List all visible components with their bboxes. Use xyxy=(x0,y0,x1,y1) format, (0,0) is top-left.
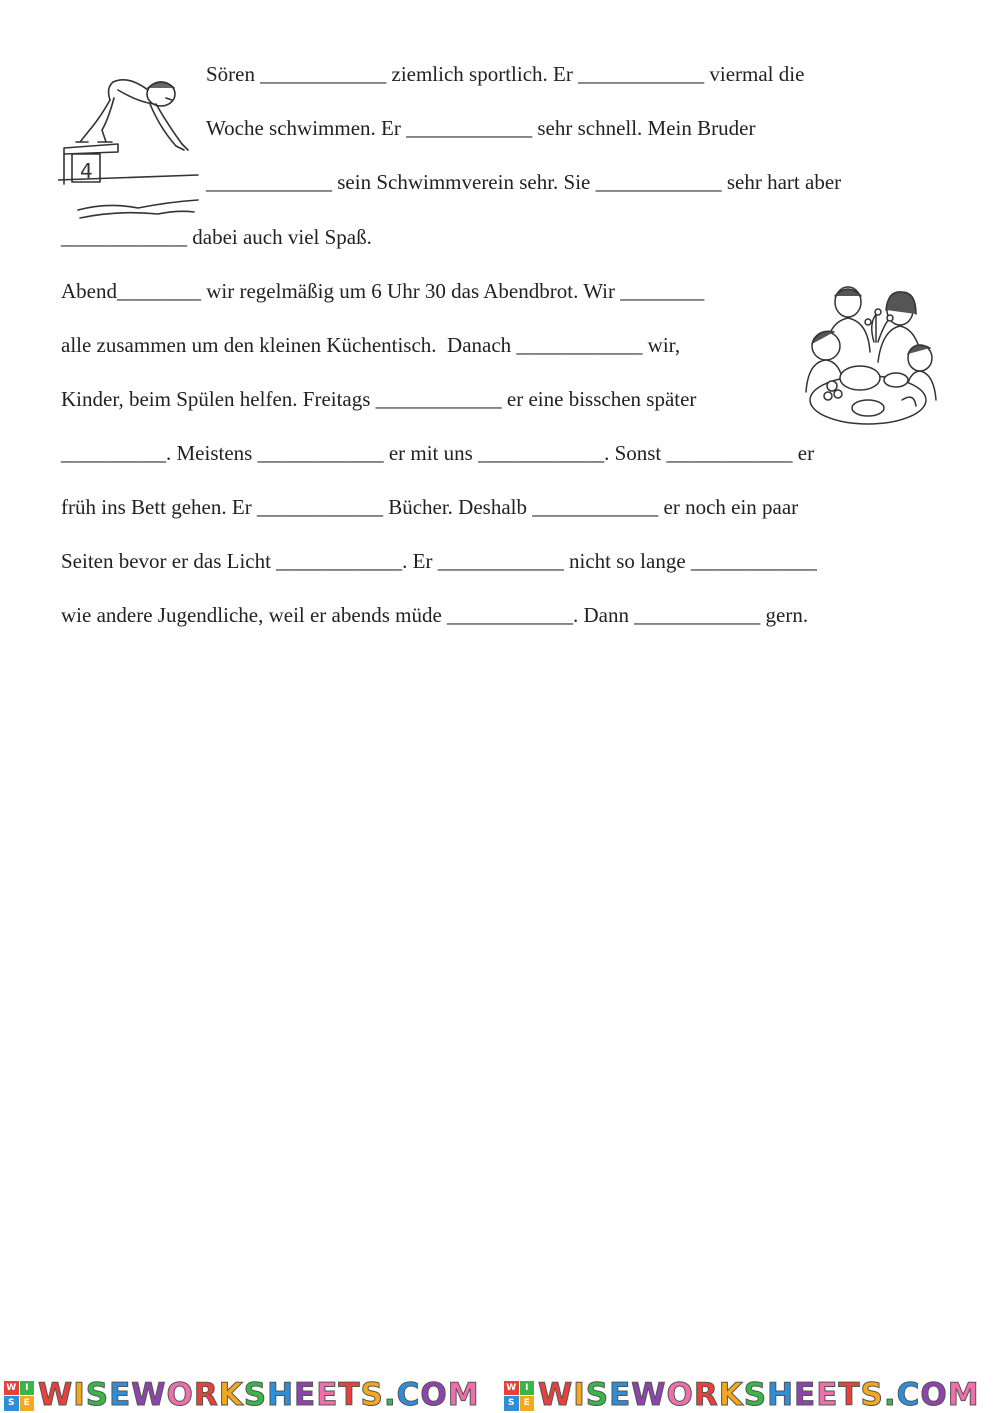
text-line: alle zusammen um den kleinen Küchentisch. Danach ____________ wir, xyxy=(61,333,681,357)
brand-letter: K xyxy=(718,1377,744,1413)
brand-letter: S xyxy=(360,1377,384,1413)
brand-letter: W xyxy=(38,1377,74,1413)
text-line: ____________ sein Schwimmverein sehr. Sie ____________ sehr hart aber xyxy=(206,170,842,194)
brand-letter: . xyxy=(383,1377,397,1413)
brand-letter: I xyxy=(73,1377,86,1413)
brand-letter: I xyxy=(573,1377,586,1413)
brand-text xyxy=(38,1378,480,1413)
brand-letter: R xyxy=(193,1377,219,1413)
brand-letter: W xyxy=(631,1377,667,1413)
logo-letter: W xyxy=(4,1381,19,1396)
brand-letter: W xyxy=(538,1377,574,1413)
logo-icon xyxy=(4,1381,34,1411)
brand-letter: C xyxy=(396,1377,421,1413)
brand-letter: O xyxy=(666,1377,694,1413)
brand-letter: C xyxy=(896,1377,921,1413)
brand-letter: E xyxy=(294,1377,317,1413)
brand-left xyxy=(4,1378,480,1413)
logo-icon xyxy=(504,1381,534,1411)
brand-letter: H xyxy=(267,1377,295,1413)
brand-letter: O xyxy=(420,1377,448,1413)
brand-letter: S xyxy=(860,1377,884,1413)
brand-letter: E xyxy=(109,1377,132,1413)
brand-letter: E xyxy=(609,1377,632,1413)
brand-letter: K xyxy=(218,1377,244,1413)
text-line: wie andere Jugendliche, weil er abends müde ____________. Dann ____________ gern. xyxy=(61,603,809,627)
brand-letter: S xyxy=(743,1377,768,1413)
brand-letter: T xyxy=(338,1377,361,1413)
brand-text xyxy=(538,1378,980,1413)
footer-watermark xyxy=(0,1378,1000,1413)
logo-letter: E xyxy=(20,1396,35,1411)
swimmer-illustration xyxy=(58,70,200,222)
brand-letter: M xyxy=(447,1377,480,1413)
text-line: Sören ____________ ziemlich sportlich. Er ____________ viermal die xyxy=(206,62,805,86)
text-line: früh ins Bett gehen. Er ____________ Bücher. Deshalb ____________ er noch ein paar xyxy=(61,495,799,519)
brand-letter: R xyxy=(693,1377,719,1413)
logo-letter: I xyxy=(20,1381,35,1396)
brand-letter: T xyxy=(838,1377,861,1413)
brand-letter: S xyxy=(243,1377,268,1413)
text-line: Kinder, beim Spülen helfen. Freitags ____________ er eine bisschen später xyxy=(61,387,697,411)
brand-right xyxy=(504,1378,980,1413)
logo-letter: W xyxy=(504,1381,519,1396)
text-line: Abend________ wir regelmäßig um 6 Uhr 30 das Abendbrot. Wir ________ xyxy=(61,279,705,303)
text-line: ____________ dabei auch viel Spaß. xyxy=(61,225,372,249)
brand-letter: E xyxy=(816,1377,839,1413)
brand-letter: W xyxy=(131,1377,167,1413)
text-line: Woche schwimmen. Er ____________ sehr schnell. Mein Bruder xyxy=(206,116,756,140)
brand-letter: E xyxy=(794,1377,817,1413)
block-number: 4 xyxy=(80,159,93,183)
logo-letter: S xyxy=(4,1396,19,1411)
text-line: __________. Meistens ____________ er mit uns ____________. Sonst ____________ er xyxy=(61,441,815,465)
logo-letter: E xyxy=(520,1396,535,1411)
brand-letter: E xyxy=(316,1377,339,1413)
family-dinner-illustration xyxy=(798,282,940,428)
logo-letter: I xyxy=(520,1381,535,1396)
brand-letter: S xyxy=(585,1377,610,1413)
brand-letter: S xyxy=(85,1377,110,1413)
brand-letter: O xyxy=(166,1377,194,1413)
brand-letter: M xyxy=(947,1377,980,1413)
logo-letter: S xyxy=(504,1396,519,1411)
brand-letter: O xyxy=(920,1377,948,1413)
text-line: Seiten bevor er das Licht ____________. Er ____________ nicht so lange ____________ xyxy=(61,549,817,573)
brand-letter: H xyxy=(767,1377,795,1413)
brand-letter: . xyxy=(883,1377,897,1413)
